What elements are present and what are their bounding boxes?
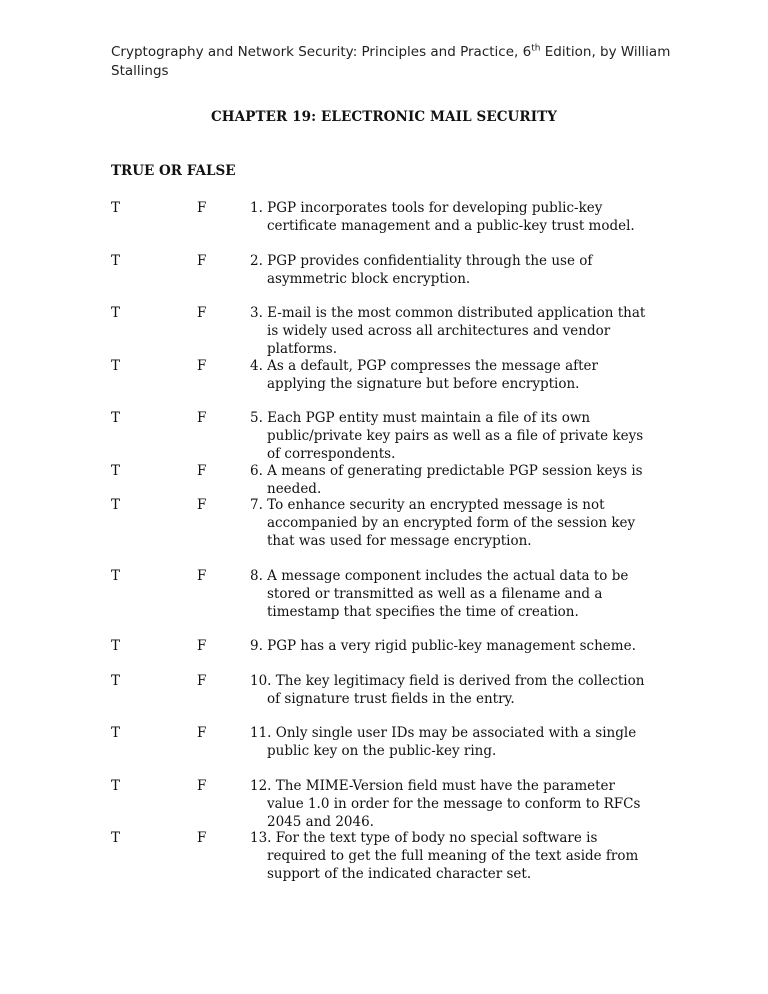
false-option: F — [197, 638, 207, 654]
true-option: T — [111, 725, 121, 741]
true-option: T — [111, 673, 121, 689]
header-text: Cryptography and Network Security: Principles and Practice, 6 — [111, 44, 532, 60]
chapter-title: CHAPTER 19: ELECTRONIC MAIL SECURITY — [210, 109, 558, 125]
false-option: F — [197, 497, 207, 513]
false-option: F — [197, 725, 207, 741]
question-text: 9. PGP has a very rigid public-key management scheme. — [250, 638, 636, 654]
header-text-end: Edition, by William Stallings — [111, 44, 671, 79]
true-option: T — [111, 497, 121, 513]
true-option: T — [111, 253, 121, 269]
question-text: 8. A message component includes the actual data to be stored or transmitted as well as a filename and a timestamp that specifies the time of creation. — [250, 568, 629, 621]
question-text: 12. The MIME-Version field must have the parameter value 1.0 in order for the message to conform to RFCs 2045 and 2046. — [250, 778, 641, 831]
question-text: 2. PGP provides confidentiality through the use of asymmetric block encryption. — [250, 253, 593, 288]
question-text: 11. Only single user IDs may be associated with a single public key on the public-key ring. — [250, 725, 637, 760]
question-text: 6. A means of generating predictable PGP session keys is needed. — [250, 463, 643, 498]
question-text: 10. The key legitimacy field is derived from the collection of signature trust fields in the entry. — [250, 673, 645, 708]
true-option: T — [111, 358, 121, 374]
false-option: F — [197, 830, 207, 846]
question-text: 1. PGP incorporates tools for developing public-key certificate management and a public-key trust model. — [250, 200, 635, 235]
false-option: F — [197, 305, 207, 321]
true-option: T — [111, 410, 121, 426]
false-option: F — [197, 778, 207, 794]
false-option: F — [197, 200, 207, 216]
question-text: 13. For the text type of body no special software is required to get the full meaning of the text aside from support of the indicated character set. — [250, 830, 639, 883]
true-option: T — [111, 568, 121, 584]
true-option: T — [111, 638, 121, 654]
false-option: F — [197, 673, 207, 689]
false-option: F — [197, 358, 207, 374]
true-option: T — [111, 830, 121, 846]
question-text: 3. E-mail is the most common distributed application that is widely used across all architectures and vendor platforms. — [250, 305, 646, 358]
false-option: F — [197, 568, 207, 584]
true-option: T — [111, 305, 121, 321]
true-option: T — [111, 200, 121, 216]
running-header — [111, 43, 671, 81]
question-text: 4. As a default, PGP compresses the message after applying the signature but before encryption. — [250, 358, 598, 393]
false-option: F — [197, 253, 207, 269]
question-text: 7. To enhance security an encrypted message is not accompanied by an encrypted form of the session key that was used for message encryption. — [250, 497, 636, 550]
header-superscript: th — [531, 43, 541, 54]
true-option: T — [111, 778, 121, 794]
false-option: F — [197, 410, 207, 426]
false-option: F — [197, 463, 207, 479]
true-option: T — [111, 463, 121, 479]
question-text: 5. Each PGP entity must maintain a file of its own public/private key pairs as well as a file of private keys of correspondents. — [250, 410, 644, 463]
section-title: TRUE OR FALSE — [111, 163, 236, 179]
